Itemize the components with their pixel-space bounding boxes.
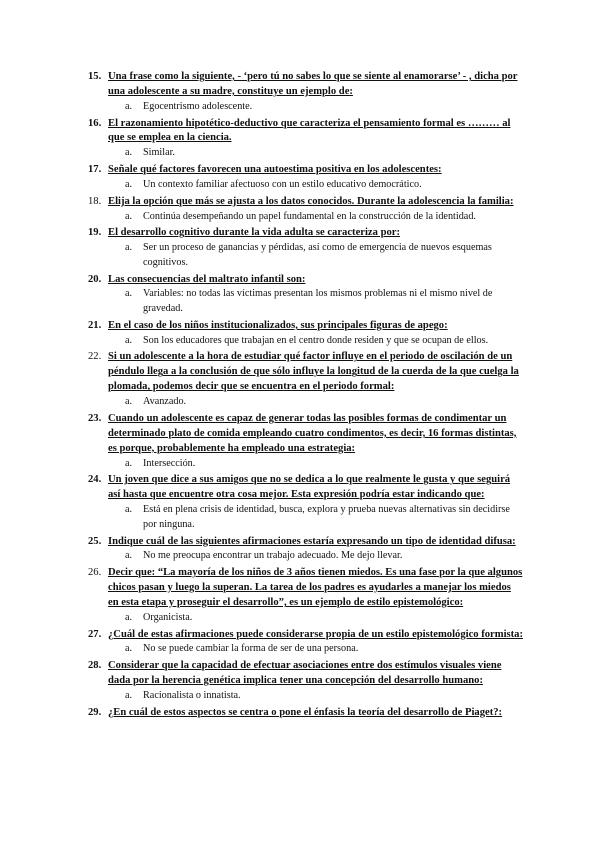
answer-marker: a. [125,643,133,655]
question-number: 19. [88,227,102,239]
question-number: 28. [88,660,102,672]
answer [0,287,600,316]
question-text: Una frase como la siguiente, - ‘pero tú no sabes lo que se siente al enamorarse’ - , dicha por una adolescente a su madre, constituye un ejemplo de: [108,71,518,97]
question-text: Considerar que la capacidad de efectuar asociaciones entre dos estímulos visuales viene dada por la herencia genética implica tener una concepción del desarrollo humano: [108,660,502,687]
question [0,473,600,503]
answer-marker: a. [125,288,133,300]
answer-text: Son los educadores que trabajan en el centro donde residen y que se ocupan de ellos. [143,334,489,346]
question-number: 24. [88,474,102,486]
answer [0,395,600,410]
question-text: En el caso de los niños institucionalizados, sus principales figuras de apego: [108,319,448,331]
question-item [0,195,600,225]
answer-text: Intersección. [143,457,196,469]
question-item [0,566,600,625]
question-item [0,412,600,471]
answer [0,100,600,115]
answer-marker: a. [125,242,133,254]
answer-marker: a. [125,210,133,222]
question [0,350,600,395]
question-item [0,117,600,162]
question-number: 15. [88,71,102,82]
question-text: El razonamiento hipotético-deductivo que caracteriza el pensamiento formal es ……… al que se emplea en la ciencia. [108,117,511,144]
answer-text: No me preocupa encontrar un trabajo adecuado. Me dejo llevar. [143,550,403,562]
question [0,659,600,689]
question-text: Decir que: “La mayoría de los niños de 3 años tienen miedos. Es una fase por la que algunos chicos pasan y luego la superan. La tarea de los padres es ayudarles a manejar los miedos en esta etapa y proseguir el desarrollo”, es un ejemplo de estilo epistemológico: [108,567,523,608]
answer [0,334,600,349]
question [0,628,600,643]
question-text: Si un adolescente a la hora de estudiar qué factor influye en el periodo de oscilación de un péndulo llega a la conclusión de que sólo influye la longitud de la cuerda de la que cuelga la plomada, podemos decir que se encuentra en el periodo formal: [108,351,519,393]
question-item [0,628,600,658]
answer [0,642,600,657]
answer [0,178,600,193]
question-number: 26. [88,567,102,579]
question-number: 21. [88,319,102,331]
question-item [0,226,600,270]
answer [0,210,600,225]
answer-text: Ser un proceso de ganancias y pérdidas, así como de emergencia de nuevos esquemas cognitivos. [143,242,492,268]
question-text: Cuando un adolescente es capaz de generar todas las posibles formas de condimentar un determinado plato de comida empleando cuatro condimentos, es decir, 16 formas distintas, es porque, probablemente ha empleado una estrategia: [108,412,517,454]
question-item [0,70,600,115]
question-item [0,706,600,721]
question-text: Señale qué factores favorecen una autoestima positiva en los adolescentes: [108,164,442,176]
answer-text: Organicista. [143,611,193,623]
question-text: Elija la opción que más se ajusta a los datos conocidos. Durante la adolescencia la familia: [108,195,514,207]
question-number: 25. [88,535,102,547]
question [0,412,600,457]
question-number: 27. [88,628,102,640]
answer-marker: a. [125,504,133,516]
question-item [0,319,600,349]
question [0,706,600,721]
answer-text: Variables: no todas las víctimas presentan los mismos problemas ni el mismo nivel de gravedad. [143,288,493,315]
question-item [0,163,600,193]
answer [0,146,600,161]
question-text: El desarrollo cognitivo durante la vida adulta se caracteriza por: [108,227,400,239]
question [0,117,600,147]
question [0,70,600,100]
answer-text: No se puede cambiar la forma de ser de una persona. [143,643,359,655]
answer-marker: a. [125,100,133,112]
answer-marker: a. [125,396,133,408]
answer [0,457,600,472]
question-number: 17. [88,164,102,176]
question [0,535,600,550]
question-text: Las consecuencias del maltrato infantil son: [108,273,306,285]
question-number: 29. [88,706,102,718]
question-item [0,473,600,532]
answer-marker: a. [125,178,133,190]
answer-text: Un contexto familiar afectuoso con un estilo educativo democrático. [143,178,422,190]
answer [0,689,600,704]
question-number: 22. [88,351,102,363]
question-item [0,273,600,317]
answer [0,611,600,626]
answer-text: Egocentrismo adolescente. [143,100,253,112]
answer [0,549,600,564]
answer-text: Está en plena crisis de identidad, busca, explora y prueba nuevas alternativas sin decidirse por ninguna. [143,504,510,530]
answer-text: Avanzado. [143,396,187,408]
question [0,195,600,210]
answer-marker: a. [125,457,133,469]
question-text: ¿En cuál de estos aspectos se centra o pone el énfasis la teoría del desarrollo de Piaget?: [108,706,503,718]
answer-marker: a. [125,690,133,701]
question-text: ¿Cuál de estas afirmaciones puede considerarse propia de un estilo epistemológico formista: [108,628,523,640]
question-text: Un joven que dice a sus amigos que no se dedica a lo que realmente le gusta y que seguirá así hasta que encuentre otra cosa mejor. Esta expresión podría estar indicando que: [108,474,511,501]
question [0,273,600,288]
question-number: 18. [88,195,102,207]
question [0,566,600,611]
answer-text: Similar. [143,147,175,159]
question-number: 23. [88,412,102,424]
question-number: 20. [88,273,102,285]
answer-marker: a. [125,147,133,159]
question-item [0,350,600,409]
answer [0,241,600,270]
answer-marker: a. [125,334,133,346]
question-number: 16. [88,117,102,129]
answer-text: Continúa desempeñando un papel fundamental en la construcción de la identidad. [143,210,476,222]
question [0,319,600,334]
question [0,226,600,241]
answer [0,503,600,532]
question-text: Indique cuál de las siguientes afirmaciones estaría expresando un tipo de identidad difusa: [108,535,516,547]
question-item [0,659,600,704]
answer-marker: a. [125,550,133,562]
document-page [0,70,600,721]
answer-text: Racionalista o innatista. [143,690,241,701]
answer-marker: a. [125,611,133,623]
question-item [0,535,600,565]
question [0,163,600,178]
